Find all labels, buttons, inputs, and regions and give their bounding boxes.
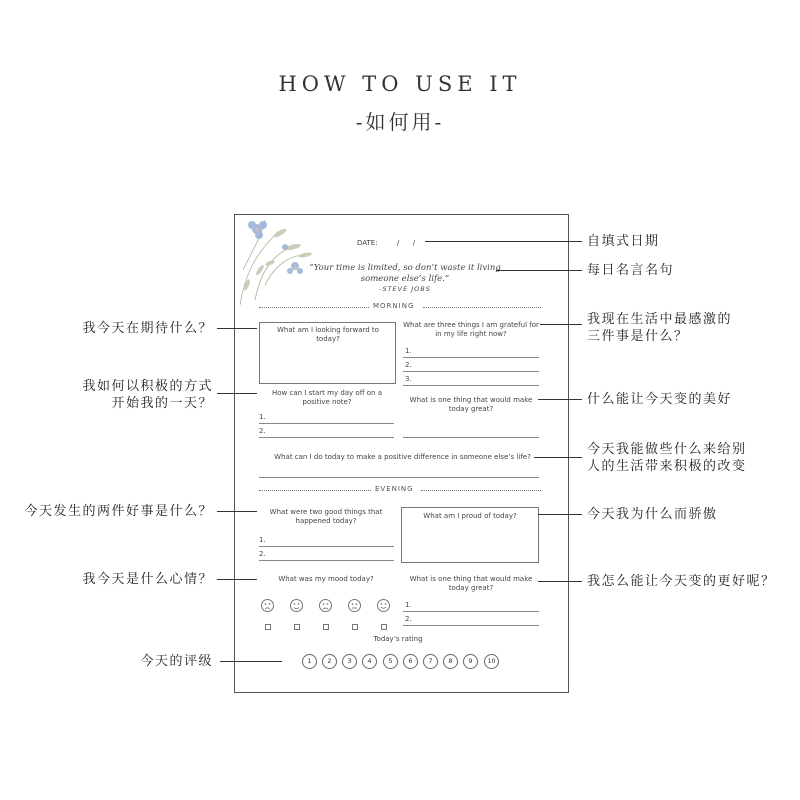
better-num-2: 2. <box>405 615 412 623</box>
annotation-quote: 每日名言名句 <box>587 263 675 278</box>
mood-face-features <box>261 599 421 615</box>
q-great-today: What is one thing that would make today great? <box>409 396 533 413</box>
rating-4[interactable]: 4 <box>362 654 377 669</box>
q-grateful: What are three things I am grateful for in my life right now? <box>403 321 539 338</box>
q-two-good: What were two good things that happened today? <box>269 508 383 525</box>
annotation-mood: 我今天是什么心情？ <box>82 572 213 587</box>
start-line-1[interactable] <box>259 423 394 424</box>
two-good-num-1: 1. <box>259 536 266 544</box>
page-title: HOW TO USE IT <box>278 72 522 96</box>
page-subtitle: -如何用- <box>355 110 445 134</box>
rating-5[interactable]: 5 <box>383 654 398 669</box>
evening-label: EVENING <box>375 485 414 493</box>
grateful-num-1: 1. <box>405 347 412 355</box>
leader-quote <box>496 270 582 271</box>
leader-grateful <box>540 324 582 325</box>
annotation-start-1: 我如何以积极的方式 <box>82 379 213 394</box>
annotation-better: 我怎么能让今天变的更好呢？ <box>587 574 776 589</box>
rating-6[interactable]: 6 <box>403 654 418 669</box>
mood-checkbox-1[interactable] <box>265 624 271 630</box>
annotation-grateful-1: 我现在生活中最感激的 <box>587 312 733 327</box>
leader-difference <box>534 457 582 458</box>
date-separators: / / <box>397 239 416 247</box>
morning-divider-left <box>259 307 369 308</box>
mood-checkbox-3[interactable] <box>323 624 329 630</box>
rating-10[interactable]: 10 <box>484 654 499 669</box>
grateful-line-2[interactable] <box>403 371 539 372</box>
rating-9[interactable]: 9 <box>463 654 478 669</box>
leader-two-good <box>217 511 257 512</box>
annotation-grateful-2: 三件事是什么？ <box>587 329 689 344</box>
annotation-looking-forward: 我今天在期待什么？ <box>82 321 213 336</box>
q-mood: What was my mood today? <box>278 575 374 583</box>
leader-rating <box>220 661 282 662</box>
rating-1[interactable]: 1 <box>302 654 317 669</box>
annotation-great: 什么能让今天变的美好 <box>587 392 733 407</box>
annotation-two-good: 今天发生的两件好事是什么？ <box>24 504 213 519</box>
q-difference: What can I do today to make a positive difference in someone else’s life? <box>274 453 531 461</box>
leader-mood <box>217 579 257 580</box>
two-good-line-1[interactable] <box>259 546 394 547</box>
annotation-difference-1: 今天我能做些什么来给别 <box>587 442 747 457</box>
morning-label: MORNING <box>373 302 415 310</box>
leader-date <box>425 241 582 242</box>
two-good-line-2[interactable] <box>259 560 394 561</box>
rating-3[interactable]: 3 <box>342 654 357 669</box>
annotation-difference-2: 人的生活带来积极的改变 <box>587 459 747 474</box>
grateful-line-1[interactable] <box>403 357 539 358</box>
mood-checkbox-4[interactable] <box>352 624 358 630</box>
start-num-1: 1. <box>259 413 266 421</box>
annotation-rating: 今天的评级 <box>140 654 213 669</box>
annotation-proud: 今天我为什么而骄傲 <box>587 507 718 522</box>
leader-looking-forward <box>217 328 257 329</box>
rating-2[interactable]: 2 <box>322 654 337 669</box>
leader-proud <box>538 514 582 515</box>
q-better: What is one thing that would make today great? <box>409 575 533 592</box>
date-label: DATE: <box>357 239 378 247</box>
start-num-2: 2. <box>259 427 266 435</box>
better-line-2[interactable] <box>403 625 539 626</box>
annotation-start-2: 开始我的一天？ <box>111 396 213 411</box>
annotation-date: 自填式日期 <box>587 234 660 249</box>
better-line-1[interactable] <box>403 611 539 612</box>
q-proud: What am I proud of today? <box>423 512 517 520</box>
rating-8[interactable]: 8 <box>443 654 458 669</box>
start-line-2[interactable] <box>259 437 394 438</box>
mood-checkbox-2[interactable] <box>294 624 300 630</box>
morning-divider-right <box>423 307 541 308</box>
leader-start <box>217 393 257 394</box>
evening-divider-left <box>259 490 371 491</box>
q-start-day: How can I start my day off on a positive note? <box>272 389 382 406</box>
grateful-num-2: 2. <box>405 361 412 369</box>
q-looking-forward: What am I looking forward to today? <box>277 326 379 343</box>
leader-better <box>538 581 582 582</box>
leader-great <box>538 399 582 400</box>
grateful-num-3: 3. <box>405 375 412 383</box>
rating-7[interactable]: 7 <box>423 654 438 669</box>
difference-line[interactable] <box>259 477 539 478</box>
journal-sheet <box>234 214 569 693</box>
quote-author: -STEVE JOBS <box>379 285 431 293</box>
evening-divider-right <box>421 490 541 491</box>
grateful-line-3[interactable] <box>403 385 539 386</box>
mood-checkbox-5[interactable] <box>381 624 387 630</box>
better-num-1: 1. <box>405 601 412 609</box>
rating-label: Today’s rating <box>373 635 423 643</box>
great-today-line[interactable] <box>403 437 539 438</box>
two-good-num-2: 2. <box>259 550 266 558</box>
daily-quote: “Your time is limited, so don’t waste it living someone else’s life.” <box>309 263 501 284</box>
